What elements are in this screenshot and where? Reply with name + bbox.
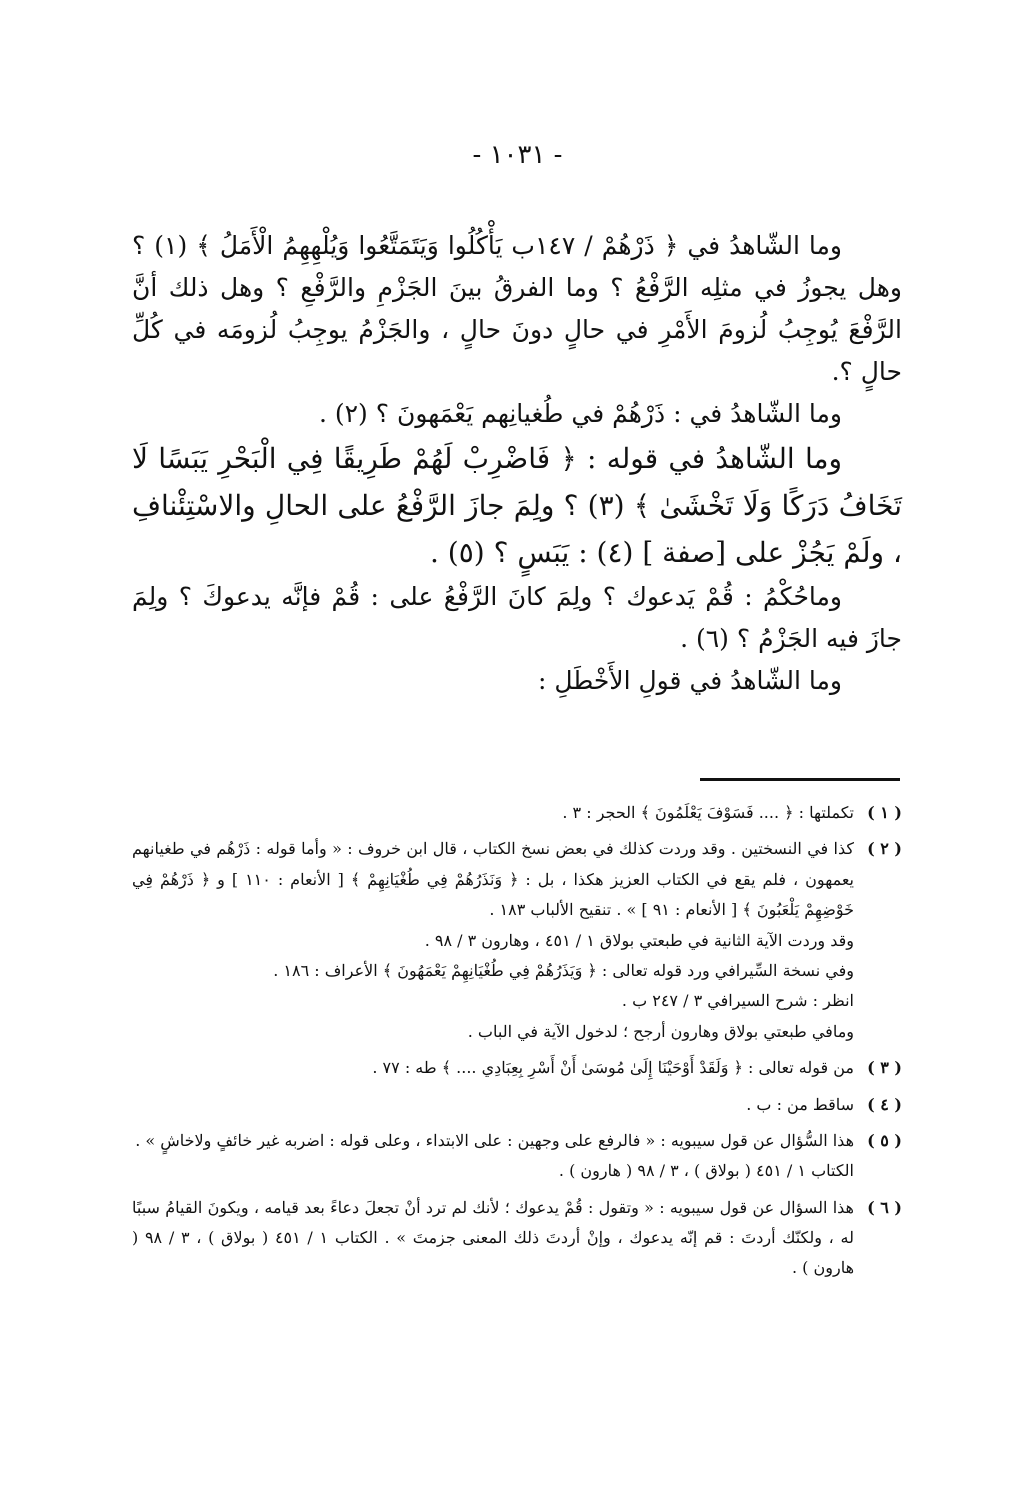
paragraph-1: وما الشّاهدُ في ﴿ ذَرْهُمْ / ١٤٧ب يَأْكُلُوا وَيَتَمَتَّعُوا وَيُلْهِهِمُ الْأَمَلُ ﴾ (١) ؟ وهل يجوزُ في مثلِه الرَّفْعُ ؟ وما الفرقُ بينَ الجَزْمِ والرَّفْعِ ؟ وهل ذلك أنَّ الرَّفْعَ يُوجِبُ لُزومَ الأَمْرِ في حالٍ دونَ حالٍ ، والجَزْمُ يوجِبُ لُزومَه في كُلِّ حالٍ ؟.	[132, 231, 902, 386]
footnote-number: ( ١ )	[867, 803, 902, 822]
footnote-divider	[700, 778, 900, 781]
footnote-6	[132, 1193, 902, 1284]
paragraph-5: وما الشّاهدُ في قولِ الأَخْطَلِ :	[538, 666, 842, 696]
footnote-line: انظر : شرح السيرافي ٣ / ٢٤٧ ب .	[621, 991, 854, 1011]
page-number: - ١٠٣١ -	[472, 140, 563, 170]
footnotes	[132, 798, 902, 1290]
footnote-line: الكتاب ١ / ٤٥١ ( بولاق ) ، ٣ / ٩٨ ( هارون ) .	[558, 1161, 854, 1181]
footnote-line: وفي نسخة السِّيرافي ورد قوله تعالى : ﴿ وَيَذَرُهُمْ فِي طُغْيَانِهِمْ يَعْمَهُونَ ﴾ الأعراف : ١٨٦ .	[273, 960, 854, 980]
footnote-4	[132, 1090, 902, 1120]
footnote-line: هذا السُّؤال عن قول سيبويه : « فالرفع على وجهين : على الابتداء ، وعلى قوله : اضربه غير خائفٍ ولاخاشٍ » .	[135, 1130, 854, 1150]
footnote-line: من قوله تعالى : ﴿ وَلَقَدْ أَوْحَيْنَا إِلَىٰ مُوسَىٰ أَنْ أَسْرِ بِعِبَادِي .... ﴾ طه : ٧٧ .	[372, 1058, 854, 1078]
footnote-number: ( ٥ )	[867, 1130, 902, 1150]
footnote-line: وقد وردت الآية الثانية في طبعتي بولاق ١ / ٤٥١ ، وهارون ٣ / ٩٨ .	[424, 930, 854, 950]
paragraph-2: وما الشّاهدُ في : ذَرْهُمْ في طُغيانِهم يَعْمَهونَ ؟ (٢) .	[318, 399, 842, 428]
footnote-line: ومافي طبعتي بولاق وهارون أرجح ؛ لدخول الآية في الباب .	[467, 1021, 854, 1041]
footnote-2	[132, 834, 902, 1047]
footnote-number: ( ٦ )	[867, 1197, 902, 1217]
footnote-1	[132, 798, 902, 828]
footnote-line: تكملتها : ﴿ .... فَسَوْفَ يَعْلَمُونَ ﴾ الحجر : ٣ .	[562, 803, 854, 822]
footnote-line: ساقط من : ب .	[746, 1094, 854, 1114]
footnote-line: كذا في النسختين . وقد وردت كذلك في بعض نسخ الكتاب ، قال ابن خروف : « وأما قوله : ذَرْهُم في طغيانهم يعمهون ، فلم يقع في الكتاب العزيز هكذا ، بل : ﴿ وَنَذَرُهُمْ فِي طُغْيَانِهِمْ ﴾ [ الأنعام : ١١٠ ] و ﴿ ذَرْهُمْ فِي خَوْضِهِمْ يَلْعَبُونَ ﴾ [ الأنعام : ٩١ ] » . تنقيح الألباب ١٨٣ .	[132, 839, 855, 920]
footnote-number: ( ٤ )	[867, 1094, 902, 1114]
paragraph-3: وما الشّاهدُ في قوله : ﴿ فَاضْرِبْ لَهُمْ طَرِيقًا فِي الْبَحْرِ يَبَسًا لَا تَخَافُ دَرَكًا وَلَا تَخْشَىٰ ﴾ (٣) ؟ ولِمَ جازَ الرَّفْعُ على الحالِ والاسْتِئْنافِ ، ولَمْ يَجُزْ على [صفة ] (٤) : يَبَسٍ ؟ (٥) .	[132, 442, 902, 570]
paragraph-4: وماحُكْمُ : قُمْ يَدعوك ؟ ولِمَ كانَ الرَّفْعُ على : قُمْ فإنَّه يدعوكَ ؟ ولِمَ جازَ فيه الجَزْمُ ؟ (٦) .	[132, 582, 902, 654]
footnote-number: ( ٢ )	[867, 839, 902, 859]
footnote-number: ( ٣ )	[867, 1058, 902, 1078]
footnote-5	[132, 1126, 902, 1187]
footnote-line: هذا السؤال عن قول سيبويه : « وتقول : قُمْ يدعوك ؛ لأنك لم ترد أنْ تجعلَ دعاءً بعد قيامه ، ويكونَ القيامُ سببًا له ، ولكنّك أردتَ : قم إنّه يدعوك ، وإنْ أردتَ ذلك المعنى جزمتَ » . الكتاب ١ / ٤٥١ ( بولاق ) ، ٣ / ٩٨ ( هارون ) .	[132, 1197, 854, 1278]
footnote-3	[132, 1053, 902, 1083]
main-text	[132, 225, 902, 702]
